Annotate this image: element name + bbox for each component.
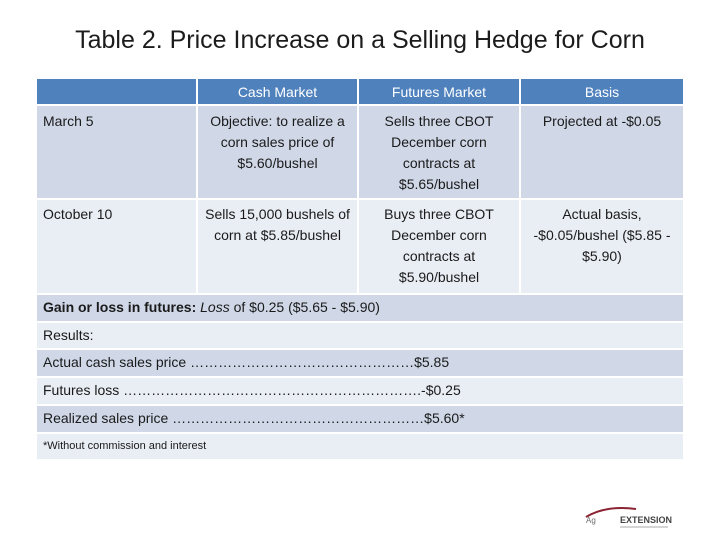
gain-loss-amount: of $0.25 ($5.65 - $5.90) [229, 299, 380, 315]
gain-loss-type: Loss [200, 299, 230, 315]
results-label: Results: [37, 323, 683, 350]
gain-loss-label: Gain or loss in futures: [43, 299, 197, 315]
extension-logo [576, 503, 686, 533]
result-row [37, 350, 683, 378]
row-futures: Sells three CBOT December corn contracts at $5.65/bushel [359, 106, 521, 200]
result-futures-loss: Futures loss ……………………………………………………….-$0.25 [37, 378, 683, 406]
row-futures: Buys three CBOT December corn contracts at $5.90/bushel [359, 200, 521, 295]
row-date: March 5 [37, 106, 198, 200]
result-realized-price: Realized sales price ………………………………………………$5.60* [37, 406, 683, 434]
footnote: *Without commission and interest [37, 434, 683, 461]
gain-loss-row [37, 295, 683, 323]
gain-loss-text [37, 295, 683, 323]
result-cash-sales: Actual cash sales price …………………………………………$5.85 [37, 350, 683, 378]
row-cash: Sells 15,000 bushels of corn at $5.85/bushel [198, 200, 359, 295]
result-row [37, 378, 683, 406]
logo-name: EXTENSION [620, 515, 673, 525]
page-title: Table 2. Price Increase on a Selling Hedge for Corn [75, 26, 645, 54]
header-futures-market: Futures Market [359, 79, 521, 106]
table-row [37, 106, 683, 200]
row-date: October 10 [37, 200, 198, 295]
header-basis: Basis [521, 79, 683, 106]
table-header-row [37, 79, 683, 106]
row-cash: Objective: to realize a corn sales price of $5.60/bushel [198, 106, 359, 200]
header-cash-market: Cash Market [198, 79, 359, 106]
footnote-row [37, 434, 683, 461]
result-row [37, 406, 683, 434]
row-basis: Projected at -$0.05 [521, 106, 683, 200]
logo-prefix: Ag [586, 516, 596, 525]
row-basis: Actual basis, -$0.05/bushel ($5.85 - $5.90) [521, 200, 683, 295]
results-label-row [37, 323, 683, 350]
header-blank [37, 79, 198, 106]
hedge-table [37, 79, 683, 461]
table-row [37, 200, 683, 295]
